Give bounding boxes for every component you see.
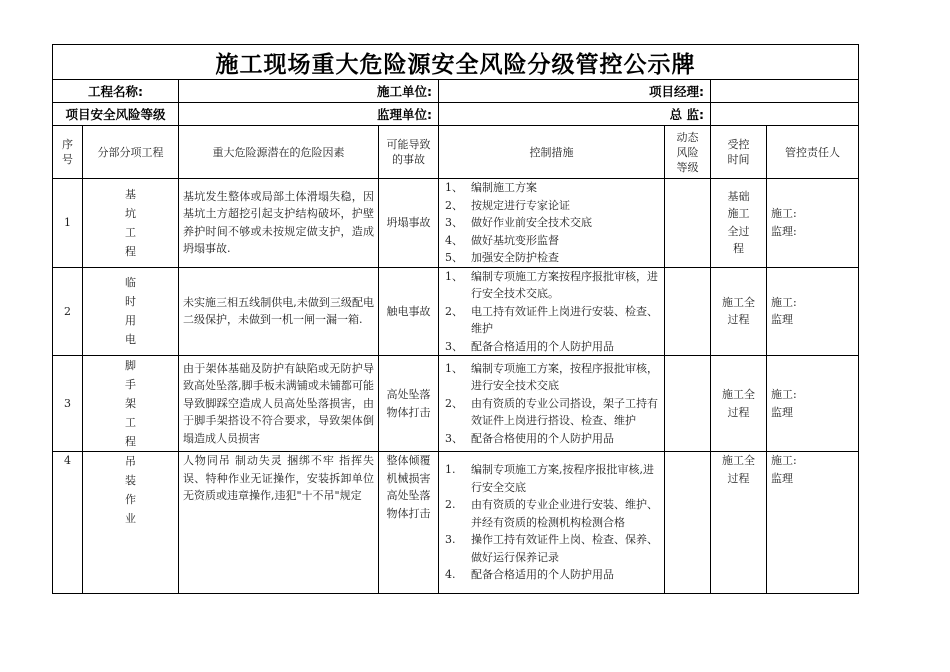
- project-manager-label: 项目经理:: [439, 80, 711, 103]
- measure-item: 1、 编制专项施工方案，按程序报批审核，进行安全技术交底: [445, 361, 658, 393]
- measure-item: 5、 加强安全防护检查: [445, 251, 559, 264]
- header-seq: 序 号: [53, 126, 83, 179]
- header-subdivision: 分部分项工程: [83, 126, 179, 179]
- row-measures: [439, 179, 665, 268]
- row-subdivision: 临 时 用 电: [83, 267, 179, 356]
- row-dynamic-level: [665, 179, 711, 268]
- row-hazard: 由于架体基础及防护有缺陷或无防护导致高处坠落,脚手板未满铺或未铺都可能导致脚踩空造成人员高处坠落损害，由于脚手架搭设不符合要求，导致架体倒塌造成人员损害: [179, 356, 379, 452]
- measure-item: 3. 操作工持有效证件上岗、检查、保养、做好运行保养记录: [445, 533, 658, 564]
- row-seq: 3: [53, 356, 83, 452]
- row-subdivision: 脚 手 架 工 程: [83, 356, 179, 452]
- project-manager-value: [711, 80, 859, 103]
- column-header-row: [53, 126, 859, 179]
- row-seq: 4: [53, 452, 83, 594]
- risk-control-table: [52, 44, 859, 594]
- row-responsible: 施工: 监理: [767, 267, 859, 356]
- row-dynamic-level: [665, 356, 711, 452]
- row-control-time: 施工全 过程: [711, 356, 767, 452]
- header-hazard: 重大危险源潜在的危险因素: [179, 126, 379, 179]
- measure-item: 3、 做好作业前安全技术交底: [445, 216, 592, 229]
- measure-item: 3、 配备合格使用的个人防护用品: [445, 431, 614, 445]
- risk-level-label: 项目安全风险等级: [53, 103, 179, 126]
- row-seq: 2: [53, 267, 83, 356]
- table-row: [53, 179, 859, 268]
- row-hazard: 基坑发生整体或局部土体滑塌失稳，因基坑土方超挖引起支护结构破坏，护壁养护时间不够或未按规定做支护，造成坍塌事故.: [179, 179, 379, 268]
- construction-unit-label: 施工单位:: [179, 80, 439, 103]
- table-row: [53, 267, 859, 356]
- row-responsible: 施工: 监理: [767, 452, 859, 594]
- row-seq: 1: [53, 179, 83, 268]
- row-control-time: 施工全 过程: [711, 452, 767, 594]
- measure-item: 1、 编制施工方案: [445, 181, 537, 194]
- chief-supervisor-label: 总 监:: [439, 103, 711, 126]
- row-responsible: 施工: 监理:: [767, 179, 859, 268]
- row-responsible: 施工: 监理: [767, 356, 859, 452]
- header-control-time: 受控 时间: [711, 126, 767, 179]
- header-measures: 控制措施: [439, 126, 665, 179]
- project-name-label: 工程名称:: [53, 80, 179, 103]
- chief-supervisor-value: [711, 103, 859, 126]
- row-measures: [439, 452, 665, 594]
- row-subdivision: 吊 装 作 业: [83, 452, 179, 594]
- row-dynamic-level: [665, 452, 711, 594]
- measure-item: 2、 由有资质的专业公司搭设，架子工持有效证件上岗进行搭设、检查、维护: [445, 396, 658, 428]
- row-accident: 整体倾覆 机械损害 高处坠落 物体打击: [379, 452, 439, 594]
- page-title: 施工现场重大危险源安全风险分级管控公示牌: [53, 45, 859, 80]
- table-row: [53, 356, 859, 452]
- row-hazard: 人物同吊 制动失灵 捆绑不牢 指挥失误、特种作业无证操作，安装拆卸单位无资质或违章操作,违犯"十不吊"规定: [179, 452, 379, 594]
- measure-item: 4、 做好基坑变形监督: [445, 233, 559, 247]
- measure-item: 1. 编制专项施工方案,按程序报批审核,进行安全交底: [445, 463, 654, 494]
- row-subdivision: 基 坑 工 程: [83, 179, 179, 268]
- supervision-unit-label: 监理单位:: [179, 103, 439, 126]
- row-accident: 坍塌事故: [379, 179, 439, 268]
- row-control-time: 基础 施工 全过 程: [711, 179, 767, 268]
- header-responsible: 管控责任人: [767, 126, 859, 179]
- row-measures: [439, 356, 665, 452]
- row-dynamic-level: [665, 267, 711, 356]
- header-accident: 可能导致 的事故: [379, 126, 439, 179]
- table-row: [53, 452, 859, 594]
- row-accident: 高处坠落 物体打击: [379, 356, 439, 452]
- measure-item: 2、 电工持有效证件上岗进行安装、检查、维护: [445, 304, 658, 335]
- row-hazard: 未实施三相五线制供电,未做到三级配电二级保护，未做到一机一闸一漏一箱.: [179, 267, 379, 356]
- measure-item: 4. 配备合格适用的个人防护用品: [445, 568, 614, 582]
- row-control-time: 施工全 过程: [711, 267, 767, 356]
- info-row-1: [53, 80, 859, 103]
- row-accident: 触电事故: [379, 267, 439, 356]
- measure-item: 1、 编制专项施工方案按程序报批审核，进行安全技术交底。: [445, 269, 658, 300]
- row-measures: [439, 267, 665, 356]
- measure-item: 2、 按规定进行专家论证: [445, 198, 570, 212]
- info-row-2: [53, 103, 859, 126]
- measure-item: 2. 由有资质的专业企业进行安装、维护、并经有资质的检测机构检测合格: [445, 498, 658, 529]
- measure-item: 3、 配备合格适用的个人防护用品: [445, 339, 614, 353]
- header-dynamic-level: 动态 风险 等级: [665, 126, 711, 179]
